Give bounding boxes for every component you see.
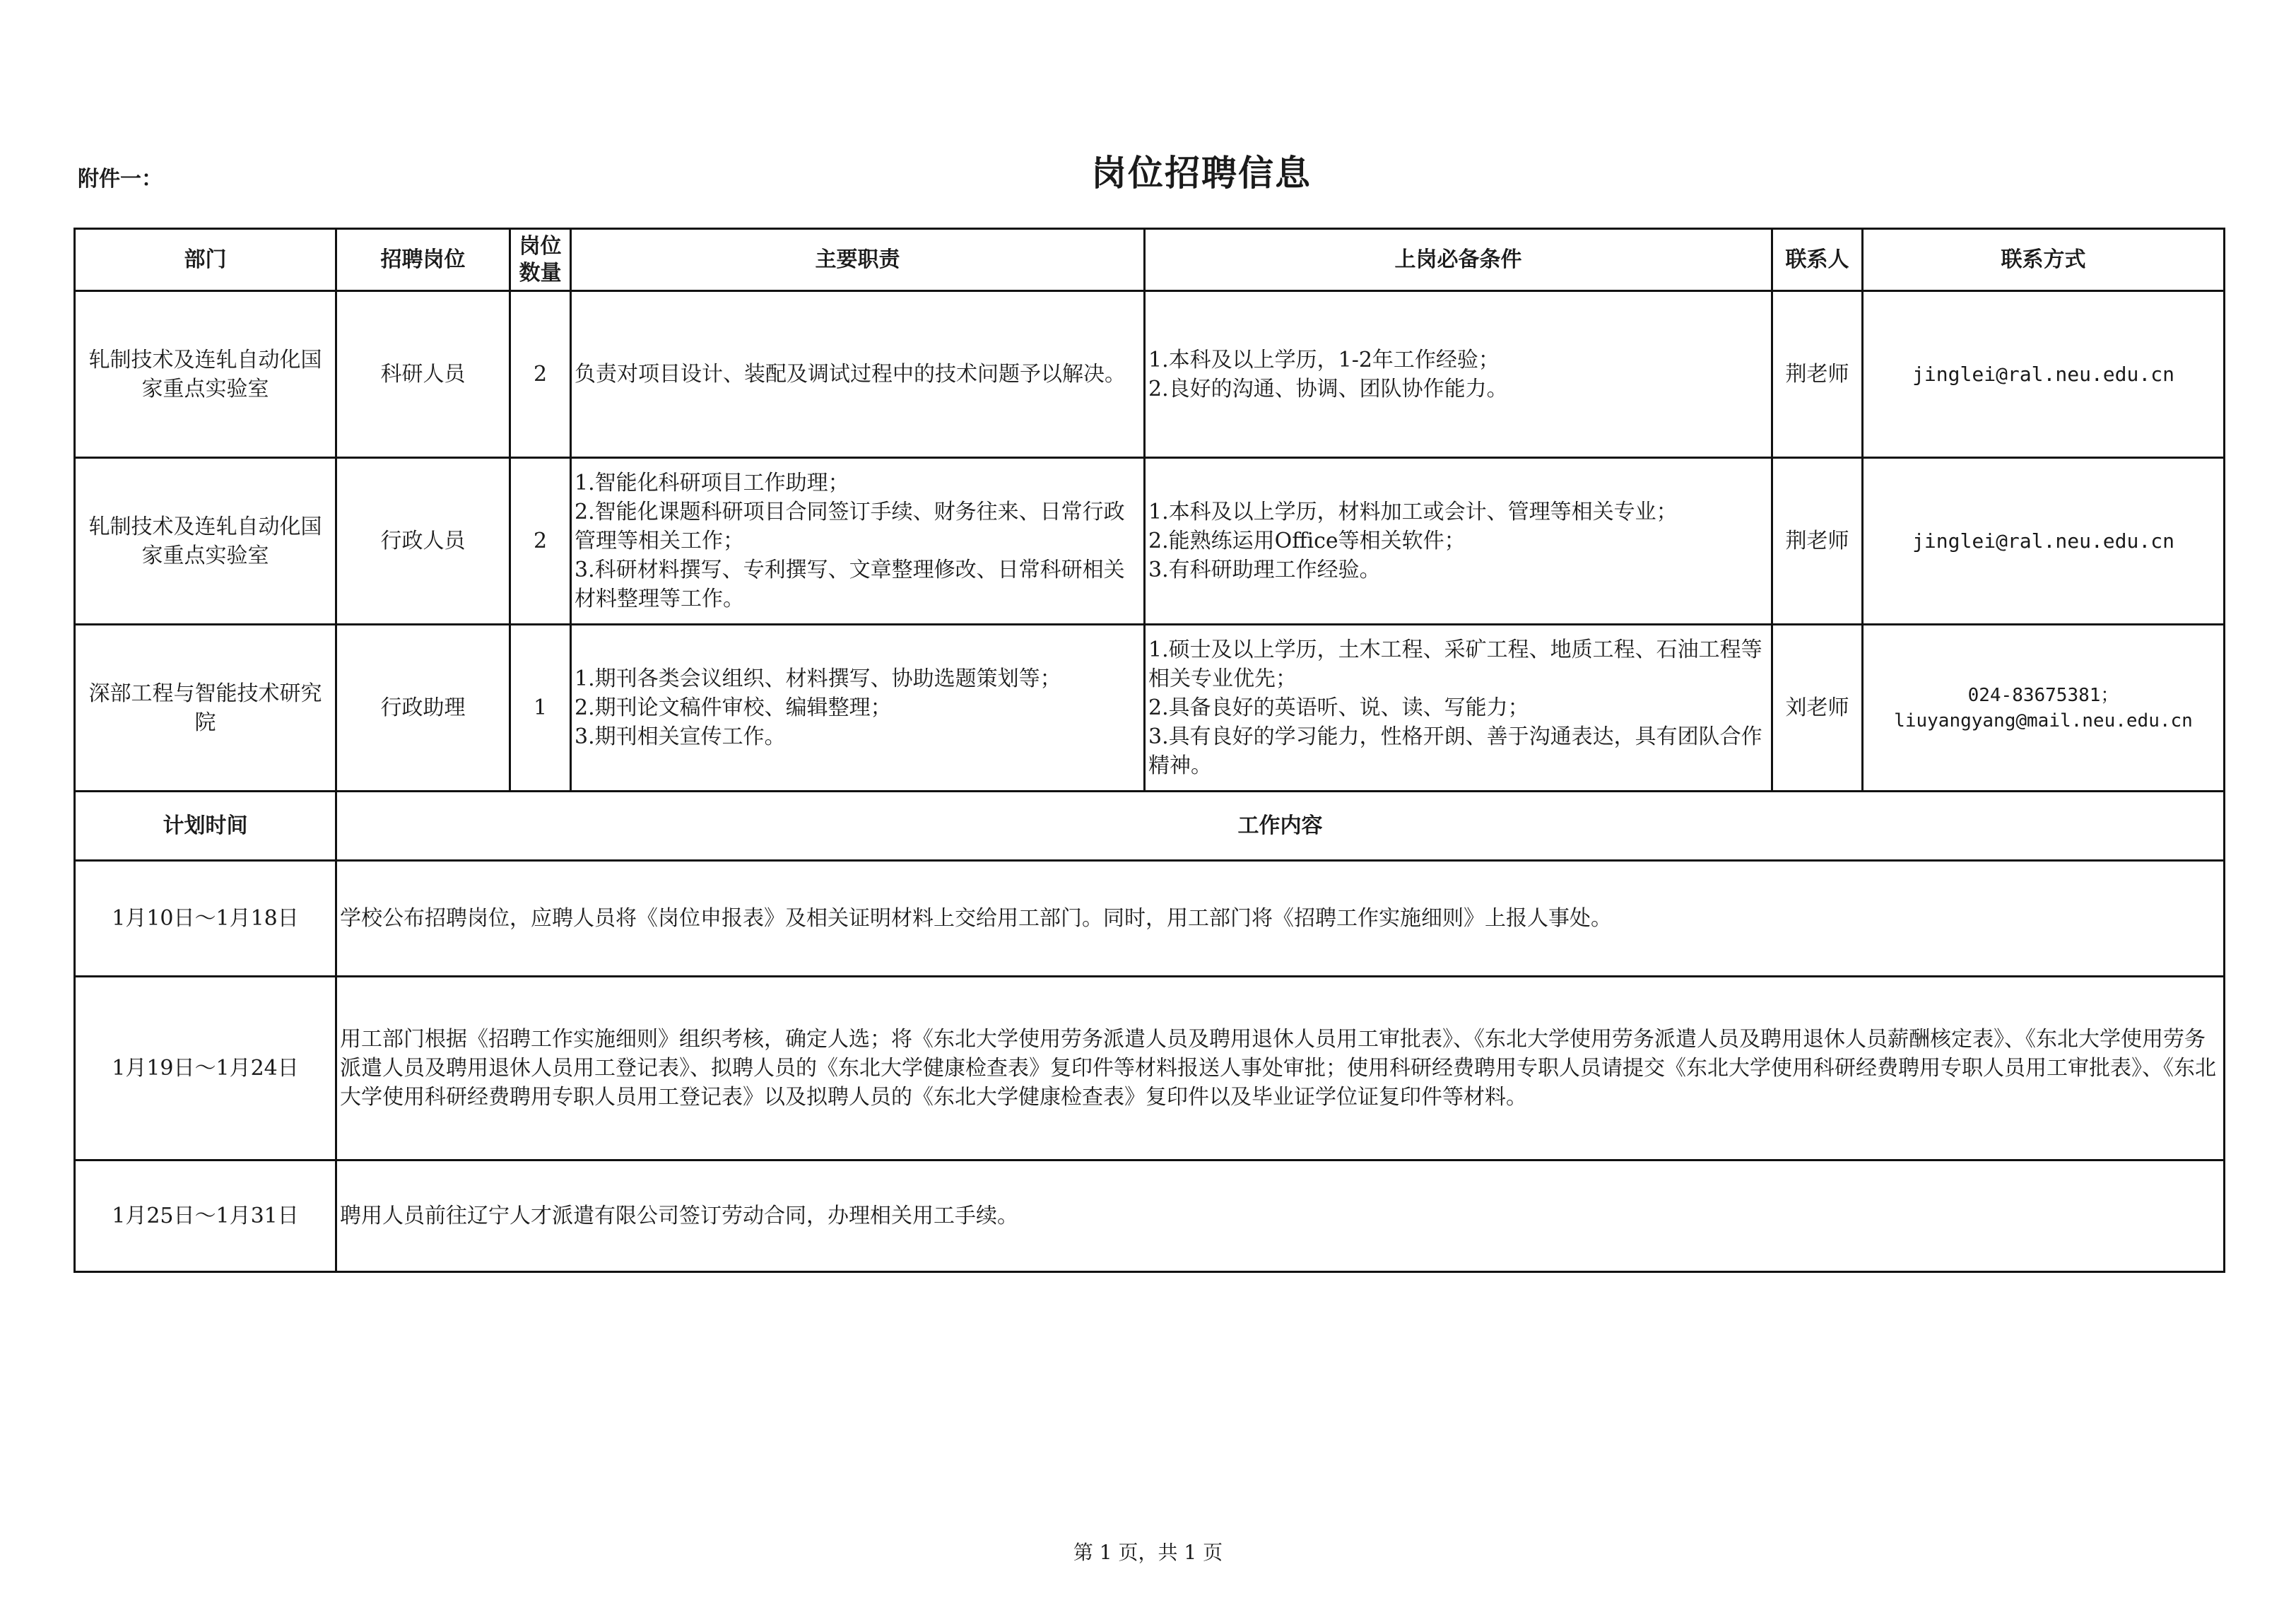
requirements-cell	[1145, 291, 1772, 458]
duties-cell	[571, 458, 1145, 625]
recruitment-table	[73, 228, 2225, 1273]
duties-cell	[571, 291, 1145, 458]
duty-line: 3.期刊相关宣传工作。	[575, 724, 786, 749]
table-row	[75, 458, 2225, 625]
duty-line: 1.智能化科研项目工作助理；	[575, 471, 849, 495]
schedule-row	[75, 1160, 2225, 1272]
work-content-cell: 聘用人员前往辽宁人才派遣有限公司签订劳动合同，办理相关用工手续。	[336, 1160, 2225, 1272]
contact-person-cell: 荆老师	[1772, 291, 1863, 458]
count-cell: 2	[510, 458, 571, 625]
position-cell: 行政人员	[336, 458, 510, 625]
requirements-cell	[1145, 625, 1772, 792]
col-header-contact-person: 联系人	[1772, 229, 1863, 291]
duties-cell	[571, 625, 1145, 792]
col-header-count: 岗位数量	[510, 229, 571, 291]
table-row	[75, 625, 2225, 792]
count-cell: 1	[510, 625, 571, 792]
col-header-plan-time: 计划时间	[75, 792, 336, 861]
contact-email-link[interactable]: liuyangyang@mail.neu.edu.cn	[1894, 710, 2193, 731]
requirement-line: 2.良好的沟通、协调、团队协作能力。	[1148, 376, 1508, 401]
count-cell: 2	[510, 291, 571, 458]
duty-line: 3.科研材料撰写、专利撰写、文章整理修改、日常科研相关材料整理等工作。	[575, 558, 1125, 611]
requirement-line: 1.硕士及以上学历，土木工程、采矿工程、地质工程、石油工程等相关专业优先；	[1148, 637, 1762, 691]
col-header-duties: 主要职责	[571, 229, 1145, 291]
table-row	[75, 291, 2225, 458]
contact-email-link[interactable]: jinglei@ral.neu.edu.cn	[1912, 363, 2174, 386]
department-cell: 深部工程与智能技术研究院	[75, 625, 336, 792]
requirement-line: 3.具有良好的学习能力，性格开朗、善于沟通表达，具有团队合作精神。	[1148, 724, 1762, 778]
contact-email-link[interactable]: jinglei@ral.neu.edu.cn	[1912, 529, 2174, 553]
duty-line: 2.智能化课题科研项目合同签订手续、财务往来、日常行政管理等相关工作；	[575, 500, 1125, 553]
plan-time-cell: 1月19日～1月24日	[75, 977, 336, 1160]
requirement-line: 2.能熟练运用Office等相关软件；	[1148, 529, 1466, 553]
duty-line: 1.期刊各类会议组织、材料撰写、协助选题策划等；	[575, 666, 1061, 691]
position-cell: 行政助理	[336, 625, 510, 792]
col-header-contact-info: 联系方式	[1863, 229, 2225, 291]
department-cell: 轧制技术及连轧自动化国家重点实验室	[75, 458, 336, 625]
col-header-work-content: 工作内容	[336, 792, 2225, 861]
contact-info-cell	[1863, 625, 2225, 792]
contact-info-cell	[1863, 458, 2225, 625]
requirement-line: 1.本科及以上学历，1-2年工作经验；	[1148, 347, 1500, 372]
contact-info-cell	[1863, 291, 2225, 458]
col-header-requirements: 上岗必备条件	[1145, 229, 1772, 291]
attachment-label: 附件一：	[78, 167, 163, 192]
col-header-position: 招聘岗位	[336, 229, 510, 291]
contact-phone: 024-83675381；	[1967, 684, 2119, 706]
plan-time-cell: 1月25日～1月31日	[75, 1160, 336, 1272]
work-content-cell: 学校公布招聘岗位，应聘人员将《岗位申报表》及相关证明材料上交给用工部门。同时，用工部门将《招聘工作实施细则》上报人事处。	[336, 861, 2225, 977]
schedule-row	[75, 977, 2225, 1160]
contact-person-cell: 荆老师	[1772, 458, 1863, 625]
schedule-header-row	[75, 792, 2225, 861]
requirements-cell	[1145, 458, 1772, 625]
duty-line: 负责对项目设计、装配及调试过程中的技术问题予以解决。	[575, 362, 1126, 387]
position-cell: 科研人员	[336, 291, 510, 458]
requirement-line: 2.具备良好的英语听、说、读、写能力；	[1148, 695, 1529, 720]
page-title: 岗位招聘信息	[1091, 153, 1312, 194]
work-content-cell: 用工部门根据《招聘工作实施细则》组织考核，确定人选；将《东北大学使用劳务派遣人员及聘用退休人员用工审批表》、《东北大学使用劳务派遣人员及聘用退休人员薪酬核定表》、《东北大学使用劳务派遣人员及聘用退休人员用工登记表》、拟聘人员的《东北大学健康检查表》复印件等材料报送人事处审批；使用科研经费聘用专职人员请提交《东北大学使用科研经费聘用专职人员用工审批表》、《东北大学使用科研经费聘用专职人员用工登记表》以及拟聘人员的《东北大学健康检查表》复印件以及毕业证学位证复印件等材料。	[336, 977, 2225, 1160]
requirement-line: 1.本科及以上学历，材料加工或会计、管理等相关专业；	[1148, 500, 1678, 524]
department-cell: 轧制技术及连轧自动化国家重点实验室	[75, 291, 336, 458]
col-header-department: 部门	[75, 229, 336, 291]
requirement-line: 3.有科研助理工作经验。	[1148, 558, 1381, 582]
plan-time-cell: 1月10日～1月18日	[75, 861, 336, 977]
duty-line: 2.期刊论文稿件审校、编辑整理；	[575, 695, 892, 720]
contact-person-cell: 刘老师	[1772, 625, 1863, 792]
positions-header-row	[75, 229, 2225, 291]
schedule-row	[75, 861, 2225, 977]
page-number: 第 1 页，共 1 页	[1073, 1541, 1223, 1564]
